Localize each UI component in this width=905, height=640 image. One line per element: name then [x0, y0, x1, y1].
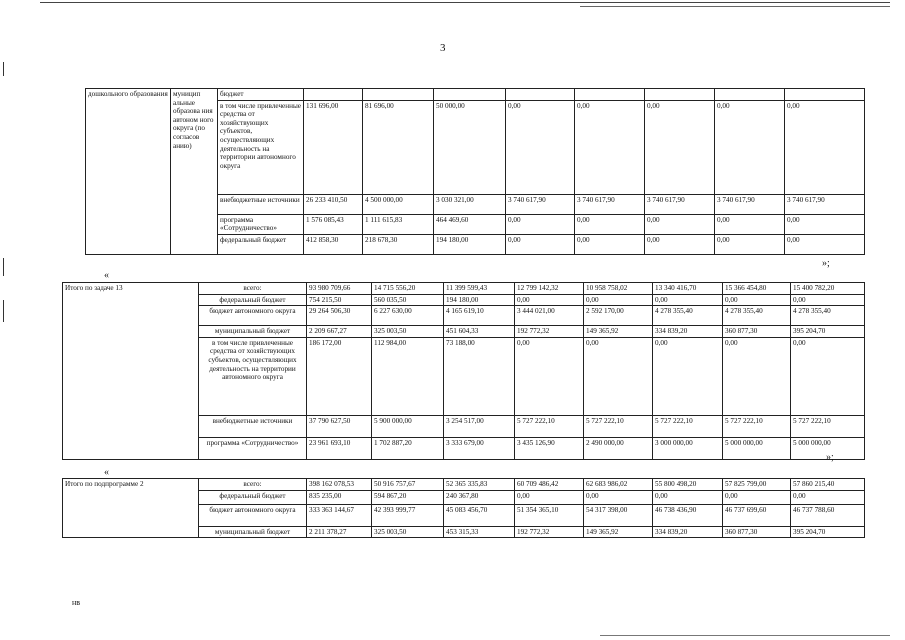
value-cell: 54 317 398,00 [584, 504, 653, 526]
value-cell: 0,00 [584, 490, 653, 504]
value-cell: 0,00 [645, 234, 715, 254]
value-cell: 360 877,30 [723, 526, 791, 538]
value-cell: 15 400 782,20 [791, 283, 865, 295]
table-row [63, 479, 865, 491]
value-cell: 395 204,70 [791, 326, 865, 338]
row-label: бюджет автономного округа [199, 306, 307, 326]
value-cell: 0,00 [723, 490, 791, 504]
row-label: бюджет автономного округа [199, 504, 307, 526]
value-cell: 0,00 [653, 490, 723, 504]
value-cell: 4 165 619,10 [444, 306, 515, 326]
value-cell: 0,00 [645, 100, 715, 194]
value-cell: 0,00 [785, 234, 865, 254]
value-cell: 334 839,20 [653, 526, 723, 538]
table-subprogram-2-total [62, 478, 865, 538]
scan-margin-mark [3, 62, 4, 76]
row-label: муниципальный бюджет [199, 326, 307, 338]
value-cell: 5 727 222,10 [723, 415, 791, 437]
table-task-13-total [62, 282, 865, 460]
table-cell [506, 89, 575, 101]
row-label: в том числе привлеченные средства от хозяйствующих субъектов, осуществляющих деятельность на территории автономного округа [199, 337, 307, 415]
value-cell: 0,00 [791, 490, 865, 504]
value-cell: 0,00 [575, 214, 645, 234]
row-label: федеральный бюджет [199, 490, 307, 504]
opening-quote: « [104, 467, 109, 478]
value-cell: 0,00 [791, 294, 865, 306]
value-cell: 57 860 215,40 [791, 479, 865, 491]
value-cell: 194 180,00 [434, 234, 506, 254]
value-cell: 0,00 [785, 100, 865, 194]
row-label: в том числе привлеченные средства от хозяйствующих субъектов, осуществляющих деятельность на территории автономного округа [218, 100, 304, 194]
value-cell: 62 683 986,02 [584, 479, 653, 491]
table1-section-label: дошкольного образования [86, 89, 171, 255]
scan-margin-mark [3, 258, 4, 276]
opening-quote: « [104, 270, 109, 281]
table-municipal-budget [85, 88, 865, 255]
value-cell: 149 365,92 [584, 526, 653, 538]
row-label: программа «Сотрудничество» [218, 214, 304, 234]
value-cell: 3 254 517,00 [444, 415, 515, 437]
value-cell: 73 188,00 [444, 337, 515, 415]
value-cell: 334 839,20 [653, 326, 723, 338]
value-cell: 3 333 679,00 [444, 437, 515, 459]
table3-title: Итого по подпрограмме 2 [63, 479, 199, 538]
value-cell: 5 900 000,00 [372, 415, 444, 437]
value-cell: 5 000 000,00 [791, 437, 865, 459]
value-cell: 3 444 021,00 [515, 306, 584, 326]
value-cell: 3 740 617,90 [715, 194, 785, 214]
closing-quote: »; [826, 452, 834, 463]
value-cell: 3 740 617,90 [645, 194, 715, 214]
row-label: всего: [199, 479, 307, 491]
value-cell: 333 363 144,67 [307, 504, 372, 526]
value-cell: 55 800 498,20 [653, 479, 723, 491]
row-label: всего: [199, 283, 307, 295]
row-label: федеральный бюджет [199, 294, 307, 306]
value-cell: 3 030 321,00 [434, 194, 506, 214]
value-cell: 5 727 222,10 [653, 415, 723, 437]
table1-executor-label: муницип альные образова ния автоном ного округа (по согласов анию) [171, 89, 218, 255]
value-cell: 10 958 758,02 [584, 283, 653, 295]
value-cell: 5 727 222,10 [584, 415, 653, 437]
value-cell: 0,00 [515, 337, 584, 415]
value-cell: 5 727 222,10 [791, 415, 865, 437]
value-cell: 0,00 [653, 294, 723, 306]
value-cell: 754 215,50 [307, 294, 372, 306]
value-cell: 46 737 788,60 [791, 504, 865, 526]
value-cell: 131 696,00 [304, 100, 363, 194]
value-cell: 325 003,50 [372, 526, 444, 538]
value-cell: 50 916 757,67 [372, 479, 444, 491]
value-cell: 835 235,00 [307, 490, 372, 504]
value-cell: 0,00 [515, 294, 584, 306]
value-cell: 149 365,92 [584, 326, 653, 338]
value-cell: 4 278 355,40 [653, 306, 723, 326]
value-cell: 6 227 630,00 [372, 306, 444, 326]
footer-mark: нв [72, 598, 81, 607]
value-cell: 0,00 [506, 234, 575, 254]
value-cell: 13 340 416,70 [653, 283, 723, 295]
value-cell: 0,00 [791, 337, 865, 415]
value-cell: 186 172,00 [307, 337, 372, 415]
table-cell [363, 89, 434, 101]
value-cell: 46 738 436,90 [653, 504, 723, 526]
value-cell: 52 365 335,83 [444, 479, 515, 491]
value-cell: 0,00 [575, 100, 645, 194]
value-cell: 3 740 617,90 [575, 194, 645, 214]
table-row [63, 283, 865, 295]
table-cell [575, 89, 645, 101]
value-cell: 5 000 000,00 [723, 437, 791, 459]
value-cell: 453 315,33 [444, 526, 515, 538]
value-cell: 5 727 222,10 [515, 415, 584, 437]
value-cell: 37 790 627,50 [307, 415, 372, 437]
value-cell: 192 772,32 [515, 326, 584, 338]
value-cell: 4 278 355,40 [723, 306, 791, 326]
value-cell: 2 209 667,27 [307, 326, 372, 338]
top-border-line-2 [580, 6, 890, 7]
table2-title: Итого по задаче 13 [63, 283, 199, 460]
table-cell [715, 89, 785, 101]
value-cell: 3 435 126,90 [515, 437, 584, 459]
value-cell: 14 715 556,20 [372, 283, 444, 295]
row-label: муниципальный бюджет [199, 526, 307, 538]
value-cell: 240 367,80 [444, 490, 515, 504]
page-number: 3 [440, 42, 446, 54]
value-cell: 4 500 000,00 [363, 194, 434, 214]
top-border-line [40, 2, 890, 3]
value-cell: 398 162 078,53 [307, 479, 372, 491]
value-cell: 395 204,70 [791, 526, 865, 538]
row-label: внебюджетные источники [199, 415, 307, 437]
closing-quote: »; [822, 258, 830, 269]
scan-margin-mark [3, 300, 4, 322]
value-cell: 360 877,30 [723, 326, 791, 338]
value-cell: 1 111 615,83 [363, 214, 434, 234]
value-cell: 0,00 [584, 337, 653, 415]
value-cell: 218 678,30 [363, 234, 434, 254]
table-cell [434, 89, 506, 101]
value-cell: 2 490 000,00 [584, 437, 653, 459]
value-cell: 0,00 [785, 214, 865, 234]
value-cell: 194 180,00 [444, 294, 515, 306]
value-cell: 0,00 [506, 100, 575, 194]
value-cell: 594 867,20 [372, 490, 444, 504]
value-cell: 2 211 378,27 [307, 526, 372, 538]
row-label: внебюджетные источники [218, 194, 304, 214]
value-cell: 451 604,33 [444, 326, 515, 338]
value-cell: 3 000 000,00 [653, 437, 723, 459]
value-cell: 325 003,50 [372, 326, 444, 338]
value-cell: 0,00 [715, 100, 785, 194]
value-cell: 0,00 [723, 337, 791, 415]
value-cell: 29 264 506,30 [307, 306, 372, 326]
value-cell: 60 709 486,42 [515, 479, 584, 491]
value-cell: 0,00 [645, 214, 715, 234]
value-cell: 81 696,00 [363, 100, 434, 194]
value-cell: 0,00 [715, 214, 785, 234]
bottom-border-line [600, 635, 890, 636]
value-cell: 3 740 617,90 [506, 194, 575, 214]
value-cell: 0,00 [723, 294, 791, 306]
value-cell: 2 592 170,00 [584, 306, 653, 326]
value-cell: 0,00 [715, 234, 785, 254]
value-cell: 0,00 [653, 337, 723, 415]
value-cell: 0,00 [575, 234, 645, 254]
table-cell [304, 89, 363, 101]
table1-top-label: бюджет [218, 89, 304, 101]
value-cell: 4 278 355,40 [791, 306, 865, 326]
value-cell: 23 961 693,10 [307, 437, 372, 459]
value-cell: 412 858,30 [304, 234, 363, 254]
value-cell: 42 393 999,77 [372, 504, 444, 526]
value-cell: 15 366 454,80 [723, 283, 791, 295]
table-cell [785, 89, 865, 101]
table-cell [645, 89, 715, 101]
value-cell: 26 233 410,50 [304, 194, 363, 214]
value-cell: 464 469,60 [434, 214, 506, 234]
value-cell: 45 083 456,70 [444, 504, 515, 526]
value-cell: 57 825 799,00 [723, 479, 791, 491]
value-cell: 50 000,00 [434, 100, 506, 194]
value-cell: 93 980 709,66 [307, 283, 372, 295]
value-cell: 1 702 887,20 [372, 437, 444, 459]
value-cell: 0,00 [515, 490, 584, 504]
row-label: федеральный бюджет [218, 234, 304, 254]
value-cell: 1 576 085,43 [304, 214, 363, 234]
value-cell: 51 354 365,10 [515, 504, 584, 526]
value-cell: 3 740 617,90 [785, 194, 865, 214]
value-cell: 192 772,32 [515, 526, 584, 538]
value-cell: 112 984,00 [372, 337, 444, 415]
value-cell: 11 399 599,43 [444, 283, 515, 295]
value-cell: 0,00 [584, 294, 653, 306]
value-cell: 560 035,50 [372, 294, 444, 306]
row-label: программа «Сотрудничество» [199, 437, 307, 459]
value-cell: 12 799 142,32 [515, 283, 584, 295]
value-cell: 0,00 [506, 214, 575, 234]
value-cell: 46 737 699,60 [723, 504, 791, 526]
